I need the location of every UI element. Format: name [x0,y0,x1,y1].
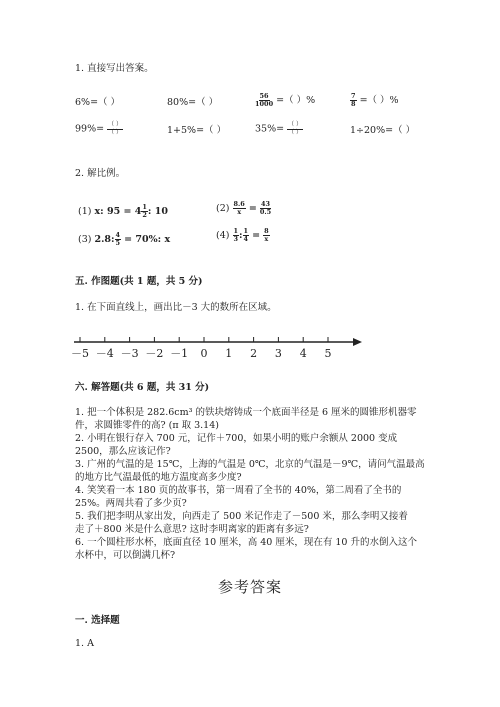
number-line-tick-label: 4 [299,347,307,360]
question-line: 水杯中，可以倒满几杯? [75,550,176,561]
question-line: 走了＋800 米是什么意思? 这时李明离家的距离有多远? [75,524,309,535]
question-line: 的地方比气温最低的地方温度高多少度? [75,472,242,483]
number-line-tick-label: －1 [170,347,189,360]
number-line-tick-label: 3 [274,347,282,360]
number-line-tick-label: 1 [225,347,233,360]
problem-1-4: $\frac{7}{8}$ =（ ）% [351,92,399,108]
number-line-tick-label: －5 [71,347,89,360]
arrow-right-icon [353,338,362,346]
number-line-tick-label: －2 [145,347,164,360]
question-line: 2500，那么应该记作? [75,446,171,457]
answers-title: 参考答案 [217,578,282,596]
answers-subheading: 一. 选择题 [75,615,120,626]
number-line-tick-label: －4 [95,347,114,360]
number-line-tick-label: 5 [324,347,332,360]
problem-1-1: 6%=（ ） [75,97,121,108]
question-line: 件，求圆锥零件的高? (π 取 3.14) [75,420,219,431]
number-line-tick-label: 0 [200,347,208,360]
question-line: 1. 把一个体积是 282.6cm³ 的铁块熔铸成一个底面半径是 6 厘米的圆锥形机器零 [75,407,417,418]
problem-1-5: 99%= $\frac{( )}{( )}$ [75,121,123,136]
proportion-2: (2) $\frac{8.6}{x}$ = $\frac{43}{0.5}$ [216,200,272,216]
question-line: 3. 广州的气温的是 15℃，上海的气温是 0℃，北京的气温是－9℃，请问气温最高 [75,459,425,470]
section5-question: 1. 在下面直线上，画出比－3 大的数所在区域。 [75,302,277,313]
proportion-3: (3) 2.8: $\frac{4}{5}$ = 70%: x [78,231,171,247]
section6-heading: 六. 解答题(共 6 题，共 31 分) [75,382,210,393]
question-line: 2. 小明在银行存入 700 元，记作＋700，如果小明的账户余额从 2000 变成 [75,433,398,444]
proportion-4: (4) $\frac{1}{3}$ : $\frac{1}{4}$ = $\frac{8}{x}$ [216,227,269,243]
problem-1-2: 80%=（ ） [167,97,219,108]
number-line-tick-label: －3 [120,347,139,360]
number-line [70,330,370,364]
problem-1-8: 1÷20%=（ ） [350,125,416,136]
section1-heading: 1. 直接写出答案。 [75,63,154,74]
section2-heading: 2. 解比例。 [75,168,126,179]
question-line: 6. 一个圆柱形水杯，底面直径 10 厘米，高 40 厘米，现在有 10 升的水倒入这个 [75,537,417,548]
question-line: 4. 笑笑看一本 180 页的故事书，第一周看了全书的 40%，第二周看了全书的 [75,485,402,496]
section6-body [75,406,425,562]
problem-1-6: 1+5%=（ ） [167,125,227,136]
proportion-1: (1) x: 95 = 4 $\frac{1}{2}$ : 10 [78,203,168,219]
number-line-tick-label: 2 [250,347,258,360]
problem-1-3: $\frac{56}{1000}$ =（ ）% [255,92,316,108]
problem-1-7: 35%= $\frac{( )}{( )}$ [255,121,303,136]
question-line: 5. 我们把李明从家出发，向西走了 500 米记作走了－500 米，那么李明又接着 [75,511,408,522]
answer-1: 1. A [75,638,94,649]
section5-heading: 五. 作图题(共 1 题，共 5 分) [75,276,203,287]
question-line: 25%。两周共看了多少页? [75,498,187,509]
